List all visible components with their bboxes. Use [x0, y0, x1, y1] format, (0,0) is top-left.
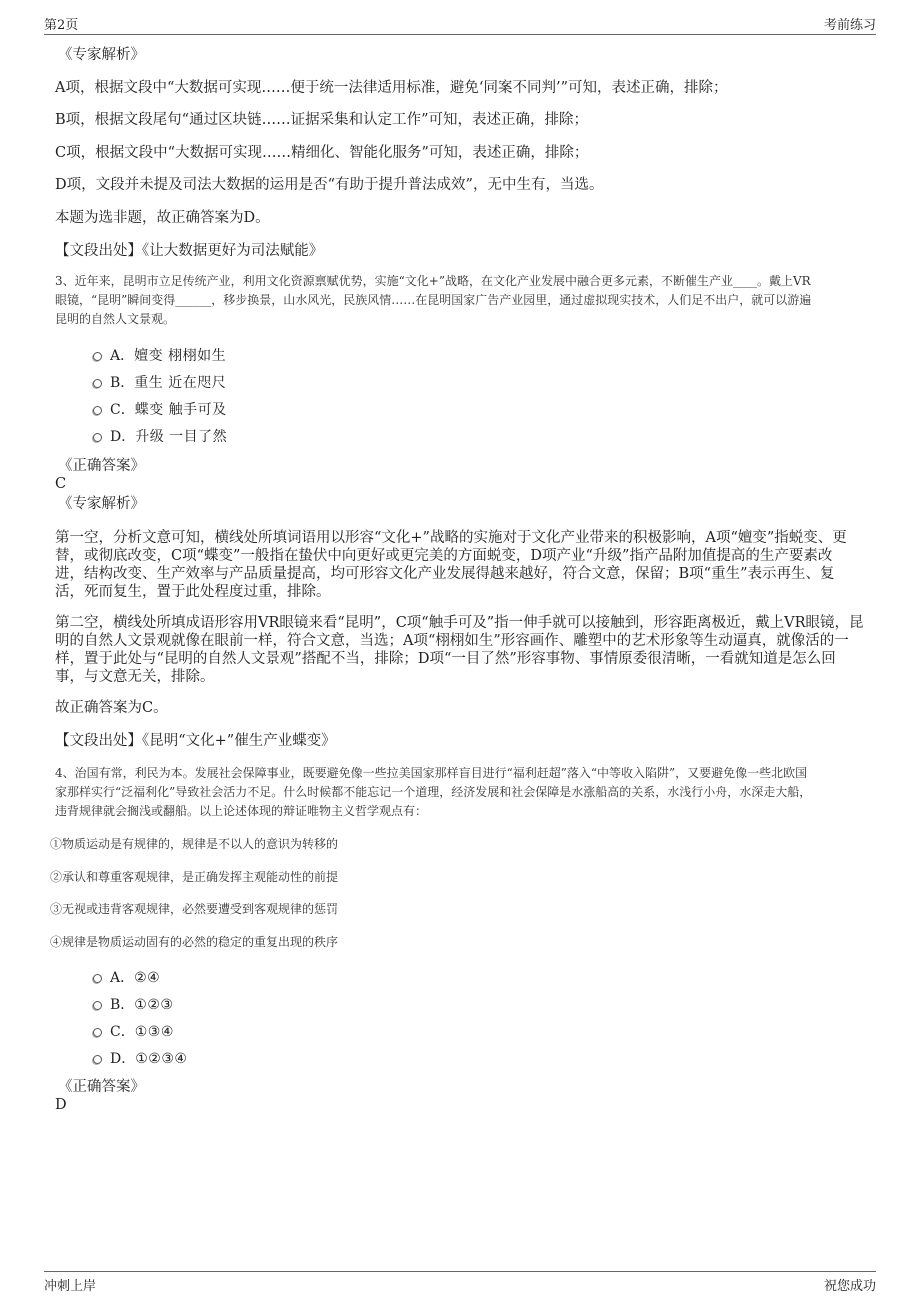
radio-icon[interactable] [93, 433, 102, 442]
option-label: A． [110, 348, 135, 364]
option-d[interactable] [93, 1050, 187, 1068]
option-d[interactable] [93, 428, 227, 446]
analysis-line: 活，死而复生，置于此处程度过重，排除。 [55, 584, 331, 600]
footer-left-text: 冲刺上岸 [44, 1279, 97, 1294]
option-text: 嬗变 栩栩如生 [134, 348, 227, 364]
page-number: 第2页 [44, 18, 79, 33]
analysis-item-d: D项，文段并未提及司法大数据的运用是否“有助于提升普法成效”，无中生有，当选。 [55, 177, 604, 193]
statement-item: ①物质运动是有规律的，规律是不以人的意识为转移的 [50, 837, 339, 851]
option-label: A． [110, 970, 135, 986]
analysis-line: 进，结构改变、生产效率与产品质量提高，均可形容文化产业发展得越来越好，符合文意，保留；B项“重生”表示再生、复 [55, 566, 835, 582]
option-label: D． [110, 429, 136, 445]
analysis-item-a: A项，根据文段中“大数据可实现……便于统一法律适用标准，避免‘同案不同判’”可知，表述正确，排除； [55, 80, 728, 96]
analysis-line: 事，与文意无关，排除。 [55, 669, 215, 685]
option-a[interactable] [93, 347, 226, 365]
conclusion: 故正确答案为C。 [55, 700, 168, 716]
analysis-item-c: C项，根据文段中“大数据可实现……精细化、智能化服务”可知，表述正确，排除； [55, 145, 589, 161]
option-label: C． [110, 402, 135, 418]
footer-right-text: 祝您成功 [823, 1279, 876, 1294]
analysis-line: 明的自然人文景观就像在眼前一样，符合文意，当选；A项“栩栩如生”形容画作、雕塑中的艺术形象等生动逼真，就像活的一 [55, 633, 849, 649]
source: 【文段出处】《昆明“文化+”催生产业蝶变》 [55, 733, 336, 749]
option-text: ②④ [134, 970, 161, 986]
analysis-line: 替，或彻底改变，C项“蝶变”一般指在蛰伏中向更好或更完美的方面蜕变，D项产业“升级”指产品附加值提高的生产要素改 [55, 548, 833, 564]
radio-icon[interactable] [93, 352, 102, 361]
option-label: C． [110, 1024, 135, 1040]
question-stem-line: 3、近年来，昆明市立足传统产业，利用文化资源禀赋优势，实施“文化+”战略，在文化产业发展中融合更多元素，不断催生产业____。戴上VR [55, 274, 811, 288]
statement-item: ②承认和尊重客观规律，是正确发挥主观能动性的前提 [50, 870, 339, 884]
source: 【文段出处】《让大数据更好为司法赋能》 [55, 243, 324, 259]
radio-icon[interactable] [93, 379, 102, 388]
question-stem-line: 眼镜，“昆明”瞬间变得______，移步换景，山水风光，民族风情……在昆明国家广告产业园里，通过虚拟现实技术，人们足不出户，就可以游遍 [55, 293, 812, 307]
option-text: ①②③④ [135, 1051, 188, 1067]
radio-icon[interactable] [93, 1055, 102, 1064]
radio-icon[interactable] [93, 1028, 102, 1037]
radio-icon[interactable] [93, 974, 102, 983]
radio-icon[interactable] [93, 1001, 102, 1010]
question-stem-line: 家那样实行“泛福利化”导致社会活力不足。什么时候都不能忘记一个道理，经济发展和社会保障是水涨船高的关系，水浅行小舟，水深走大船， [55, 785, 812, 799]
option-b[interactable] [93, 996, 173, 1014]
option-text: 蝶变 触手可及 [134, 402, 227, 418]
analysis-label: 《专家解析》 [58, 496, 145, 512]
question-stem-line: 4、治国有常，利民为本。发展社会保障事业，既要避免像一些拉美国家那样盲目进行“福利赶超”落入“中等收入陷阱”，又要避免像一些北欧国 [55, 766, 808, 780]
option-b[interactable] [93, 374, 226, 392]
question-stem-line: 昆明的自然人文景观。 [55, 312, 176, 326]
conclusion: 本题为选非题，故正确答案为D。 [55, 210, 270, 226]
analysis-line: 第二空，横线处所填成语形容用VR眼镜来看“昆明”，C项“触手可及”指一伸手就可以接触到，形容距离极近，戴上VR眼镜，昆 [55, 615, 864, 631]
option-text: ①③④ [134, 1024, 174, 1040]
header-title: 考前练习 [823, 18, 876, 33]
page-footer [44, 1271, 876, 1292]
analysis-item-b: B项，根据文段尾句“通过区块链……证据采集和认定工作”可知，表述正确，排除； [55, 112, 588, 128]
option-label: B． [110, 375, 135, 391]
analysis-line: 样，置于此处与“昆明的自然人文景观”搭配不当，排除；D项“一目了然”形容事物、事情原委很清晰，一看就知道是怎么回 [55, 651, 836, 667]
option-c[interactable] [93, 401, 227, 419]
answer-value: C [55, 476, 67, 492]
answer-label: 《正确答案》 [58, 458, 145, 474]
option-text: ①②③ [134, 997, 174, 1013]
answer-label: 《正确答案》 [58, 1079, 145, 1095]
statement-item: ③无视或违背客观规律，必然要遭受到客观规律的惩罚 [50, 902, 339, 916]
option-label: D． [110, 1051, 136, 1067]
option-text: 升级 一目了然 [135, 429, 228, 445]
question-stem-line: 违背规律就会搁浅或翻船。以上论述体现的辩证唯物主义哲学观点有： [55, 804, 428, 818]
statement-item: ④规律是物质运动固有的必然的稳定的重复出现的秩序 [50, 935, 339, 949]
analysis-label: 《专家解析》 [58, 47, 145, 63]
analysis-line: 第一空，分析文意可知，横线处所填词语用以形容“文化+”战略的实施对于文化产业带来的积极影响，A项“嬗变”指蜕变、更 [55, 530, 847, 546]
answer-value: D [55, 1097, 67, 1113]
option-c[interactable] [93, 1023, 174, 1041]
radio-icon[interactable] [93, 406, 102, 415]
page-header [44, 14, 876, 35]
option-label: B． [110, 997, 135, 1013]
option-text: 重生 近在咫尺 [134, 375, 227, 391]
option-a[interactable] [93, 969, 160, 987]
